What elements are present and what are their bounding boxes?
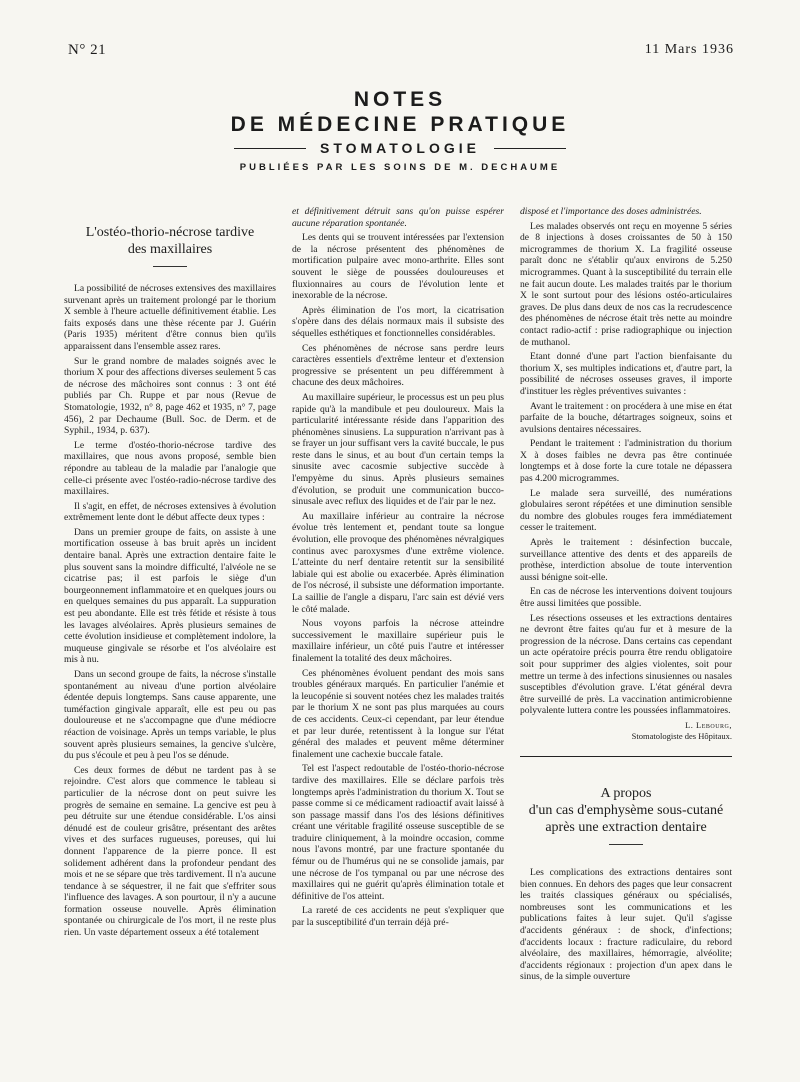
column-2 [292,206,504,932]
paragraph: Pendant le traitement : l'administration du thorium X à doses faibles ne devra pas être continuée longtemps et à dose forte la cure totale ne dépassera pas 4.200 microgrammes. [520,438,732,485]
paragraph: Dans un premier groupe de faits, on assiste à une mortification osseuse à bas bruit après un incident dentaire banal. Après une extraction dentaire faite le plus souvent sans la moindre difficulté, l'alvéole ne se cicatrise pas; il est parfois le siège d'un bourgeonnement inflammatoire et en quelques jours ou en quelques semaines du pus apparaît. La suppuration est peu abondante. Elle est très fétide et résiste à tous les lavages alvéolaires. Après plusieurs semaines de cette évolution insidieuse et complètement indolore, la muqueuse gingivale se résorbe et l'os alvéolaire est mis à nu. [64,526,276,666]
article-title-line-1: L'ostéo-thorio-nécrose tardive [85,225,255,240]
paragraph: Sur le grand nombre de malades soignés avec le thorium X pour des affections diverses seulement 5 cas de nécrose des mâchoires sont connus : 3 ont été publiés par Ch. Ruppe et par nous (Revue de Stomatologie, 1932, n° 8, page 462 et 1935, n° 7, page 456), 2 par Dechaume (Bull. Soc. de Derm. et de Syphil., 1934, p. 637). [64,355,276,437]
paragraph: disposé et l'importance des doses administrées. [520,206,702,217]
paragraph: Il s'agit, en effet, de nécroses extensives à évolution extrêmement lente dont le début affecte deux types : [64,500,276,524]
paragraph: Avant le traitement : on procédera à une mise en état parfaite de la bouche, détartrages soigneux, soins et avulsions dentaires nécessaires. [520,400,732,435]
paragraph: Au maxillaire supérieur, le processus est un peu plus rapide qu'à la mandibule et peu douloureux. Mais la particularité intéressante réside dans l'apparition des phénomènes sinusiens. La suppuration n'arrivant pas à se frayer un jour suffisant vers la cavité buccale, le pus reste dans le sinus, et au bout d'un certain temps la sinusite avec cacosmie subjective succède à l'empyème du sinus. Après plusieurs semaines d'évolution, se produit une communication bucco-sinusale avec reflux des liquides et de l'air par le nez. [292,391,504,508]
title-rule [153,266,187,267]
article2-title-line-3: après une extraction dentaire [545,819,707,835]
article-title [64,224,276,258]
paragraph: En cas de nécrose les interventions doivent toujours être aussi limitées que possible. [520,586,732,609]
issue-date: 11 Mars 1936 [644,42,734,57]
paragraph: Le malade sera surveillé, des numérations globulaires seront répétées et une diminution sensible du nombre des globules rouges fera immédiatement cesser le traitement. [520,487,732,534]
paragraph: Tel est l'aspect redoutable de l'ostéo-thorio-nécrose tardive des maxillaires. Elle se déclare parfois très longtemps après l'administration du thorium X. Tout se passe comme si ce médicament radioactif avait laissé à son passage massif dans l'os des lésions définitives créant une véritable fragilité osseuse susceptible de se traduire cliniquement, à la moindre occasion, comme nous l'avons montré, par une fracture spontanée du fémur ou de l'humérus qui ne se consolide jamais, par une nécrose de l'os tympanal ou par une nécrose des maxillaires qui ne guérit qu'après élimination totale et définitive de l'os atteint. [292,763,504,902]
author-name: L. Lebourg, [685,719,732,730]
masthead-editor: PUBLIÉES PAR LES SOINS DE M. DECHAUME [239,162,561,173]
article2-title-line-2: d'un cas d'emphysème sous-cutané [528,802,724,818]
paragraph: Ces phénomènes évoluent pendant des mois sans troubles généraux marqués. En particulier l'anémie et la leucopénie si souvent notées chez les malades traités par le thorium X ne sont pas plus marquées au cours de ces accidents. Ceux-ci cependant, par leur étendue et par leur durée, retentissent à la longue sur l'état général des malades et peuvent même déterminer finalement une cachexie buccale fatale. [292,667,504,760]
paragraph: Ces phénomènes de nécrose sans perdre leurs caractères essentiels d'extrême lenteur et d'extension progressive se présentent un peu différemment à chacune des deux mâchoires. [292,342,504,389]
paragraph: Ces deux formes de début ne tardent pas à se rejoindre. C'est alors que commence le tableau si particulier de la nécrose dont on peut suivre les progrès de semaine en semaine. La gencive est peu à peu détruite sur une étendue considérable. L'os ainsi dénudé est de couleur grisâtre, présentant des arêtes vives et des surfaces rugueuses, poreuses, qui lui donnent l'apparence de la pierre ponce. Il est solidement adhérent dans la profondeur pendant des mois et ne se sépare que très tardivement. Il n'a aucune tendance à se séquestrer, il ne fait que s'effriter sous l'influence des lavages. A son pourtour, il n'y a aucune formation osseuse nouvelle. Après élimination spontanée ou chirurgicale de l'os mort, il ne reste plus rien. Un vaste département osseux a été totalement [64,764,276,939]
article-divider [520,756,732,757]
masthead-section: STOMATOLOGIE [319,140,480,156]
paragraph: La possibilité de nécroses extensives des maxillaires survenant après un traitement prolongé par le thorium X semble à l'heure actuelle définitivement établie. Les faits exposés dans une thèse récente par J. Guérin (Paris 1935) méritent d'être connus bien qu'ils apparaissent dans l'ensemble assez rares. [64,283,276,352]
article2-title-line-1: A propos [600,785,652,801]
article-title-line-2: des maxillaires [127,242,213,257]
title-rule [609,844,643,845]
paragraph: Après le traitement : désinfection buccale, surveillance attentive des dents et des appareils de prothèse, interdiction absolue de toute intervention aussi bénigne soit-elle. [520,537,732,583]
column-1 [64,204,276,942]
paragraph: Nous voyons parfois la nécrose atteindre successivement le maxillaire supérieur puis le maxillaire inférieur, un côté puis l'autre et intéresser finalement la totalité des deux mâchoires. [292,618,504,664]
article2-title [520,785,732,836]
masthead-rule-left [234,148,306,149]
column-3 [520,206,732,986]
paragraph: Les dents qui se trouvent intéressées par l'extension de la nécrose présentent des phénomènes de mortification pulpaire avec mono-arthrite. Elles sont souvent le siège de poussées douloureuses et fluxionnaires au cours de l'évolution lente et inexorable de la nécrose. [292,232,504,302]
masthead-title: DE MÉDECINE PRATIQUE [230,113,570,136]
masthead [0,88,800,173]
page-header [68,42,734,62]
masthead-section-row [0,140,800,156]
paragraph: Les complications des extractions dentaires sont bien connues. En dehors des pages que leur consacrent les traités classiques généraux ou spécialisés, nombreuses sont les communications et les publications faites à leur sujet. Qu'il s'agisse d'accidents généraux : de shock, d'infections; d'accidents locaux : fracture radiculaire, du rebord alvéolaire, des maxillaires, hémorragie, alvéolite; d'accidents régionaux : projection d'un apex dans le sinus, de la simple ouverture [520,866,732,983]
paragraph: Les malades observés ont reçu en moyenne 5 séries de 8 injections à doses croissantes de 50 à 150 microgrammes de thorium X. La fragilité osseuse paraît donc ne s'établir qu'aux environs de 5.250 microgrammes. Quant à la susceptibilité du terrain elle ne fait aucun doute. Les malades traités par le thorium X le sont surtout pour des lésions ostéo-articulaires graves. De plus dans deux de nos cas la recrudescence des phénomènes de nécrose était très nette au moindre contact radio-actif : prise radiographique ou injection de muthanol. [520,220,732,348]
paragraph: La rareté de ces accidents ne peut s'expliquer que par la susceptibilité d'un terrain déjà pré- [292,905,504,929]
paragraph: Dans un second groupe de faits, la nécrose s'installe spontanément au niveau d'une portion alvéolaire édentée depuis longtemps. Sans cause apparente, une tuméfaction gingivale apparaît, elle est peu ou pas douloureuse et ne s'accompagne que d'une médiocre réaction de voisinage. Après un temps variable, le plus souvent après plusieurs semaines, la gencive s'ulcère, du pus s'écoule et peu à peu l'os se dénude. [64,669,276,762]
paragraph: et définitivement détruit sans qu'on puisse espérer aucune réparation spontanée. [292,206,504,229]
paragraph: Le terme d'ostéo-thorio-nécrose tardive des maxillaires, que nous avons proposé, semble bien répondre au tableau de la maladie par l'analogie que celle-ci présente avec l'ostéo-radio-nécrose tardive des maxillaires. [64,439,276,498]
paragraph: Après élimination de l'os mort, la cicatrisation s'opère dans des délais normaux mais il subsiste des séquelles esthétiques et fonctionnelles considérables. [292,304,504,339]
paragraph: Les résections osseuses et les extractions dentaires ne devront être faites qu'au fur et à mesure de la progression de la nécrose. Dans certains cas cependant un acte opératoire précis pourra être rendu obligatoire soit pour supprimer des algies violentes, soit pour mettre un terme à des infections sinusiennes ou nasales susceptibles d'évolution grave. L'état général devra être surveillé de près. La vaccination antimicrobienne polyvalente luttera contre les poussées inflammatoires. [520,612,732,717]
paragraph: Etant donné d'une part l'action bienfaisante du thorium X, ses multiples indications et, d'autre part, la possibilité de nécroses osseuses graves, il importe d'instituer les règles préventives suivantes : [520,351,732,397]
paragraph: Au maxillaire inférieur au contraire la nécrose évolue très lentement et, pendant toute sa longue évolution, elle provoque des phénomènes névralgiques continus avec paroxysmes d'une extrême violence. L'atteinte du nerf dentaire retentit sur la sensibilité labiale qui est abolie ou exacerbée. Après élimination de l'os nécrosé, il subsiste une déformation importante. La saillie de l'angle a disparu, l'arc sain est dévié vers le côté malade. [292,510,504,615]
author-signature [520,720,732,742]
masthead-notes: NOTES [353,88,447,111]
masthead-rule-right [494,148,566,149]
issue-number: N° 21 [68,42,107,58]
author-title: Stomatologiste des Hôpitaux. [631,730,732,741]
